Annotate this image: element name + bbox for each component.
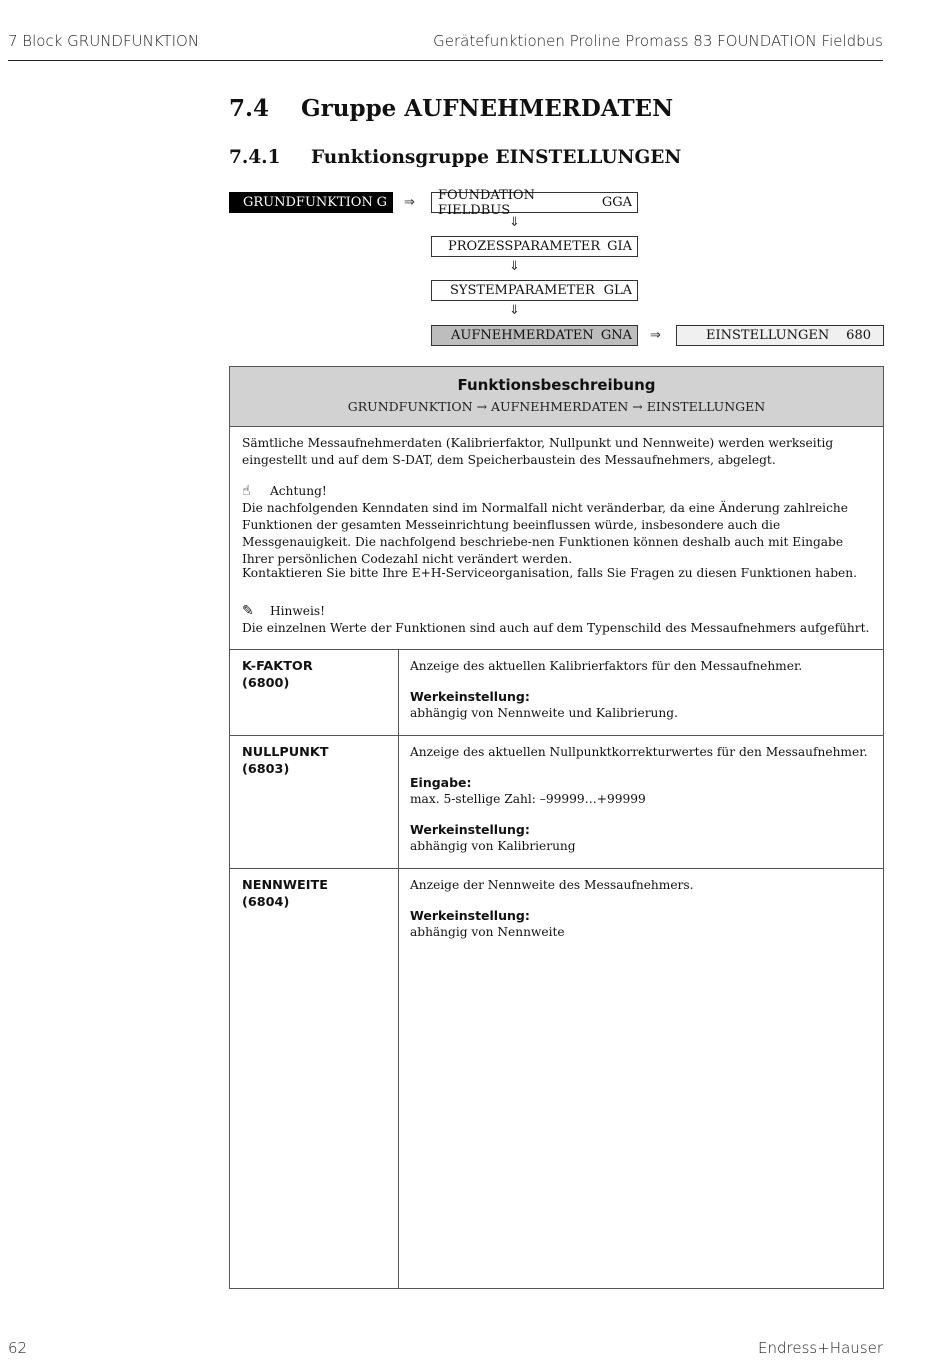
function-table xyxy=(229,366,884,1289)
diagram-step-label: FOUNDATION FIELDBUS xyxy=(438,187,535,218)
pencil-icon: ✎ xyxy=(242,603,254,619)
function-name xyxy=(242,744,329,778)
row-divider xyxy=(230,735,883,736)
column-divider xyxy=(398,649,399,1288)
function-desc-text: Anzeige des aktuellen Kalibrierfaktors für den Messaufnehmer. xyxy=(410,659,803,673)
warning-label: Achtung! xyxy=(270,484,327,498)
function-name-label: NULLPUNKT xyxy=(242,745,329,760)
diagram-target-code: 680 xyxy=(846,328,871,343)
section-number: 7.4 xyxy=(229,95,270,122)
function-description xyxy=(410,877,870,941)
function-name xyxy=(242,658,313,692)
note-block xyxy=(242,603,872,637)
function-code: (6804) xyxy=(242,895,290,910)
row-divider xyxy=(230,868,883,869)
table-header xyxy=(230,367,883,427)
default-value: abhängig von Nennweite xyxy=(410,925,565,939)
default-label: Werkeinstellung: xyxy=(410,822,530,837)
running-header-left: 7 Block GRUNDFUNKTION xyxy=(8,32,200,50)
function-name-label: K-FAKTOR xyxy=(242,659,313,674)
diagram-step-box xyxy=(431,236,638,257)
arrow-down-icon: ⇓ xyxy=(509,303,520,318)
function-name-label: NENNWEITE xyxy=(242,878,328,893)
arrow-right-icon: ⇒ xyxy=(404,195,415,210)
diagram-root-label: GRUNDFUNKTION xyxy=(243,195,373,210)
brand-name: Endress+Hauser xyxy=(758,1339,883,1357)
warning-text: Die nachfolgenden Kenndaten sind im Normalfall nicht veränderbar, da eine Änderung zahlreiche Funktionen der gesamten Messeinrichtung beeinflussen würde, insbesondere auch die Messgenauigkeit. Die nachfolgend beschriebe-nen Funktionen können deshalb auch mit Eingabe Ihrer persönlichen Codezahl nicht verändert werden. xyxy=(242,501,848,566)
subsection-number: 7.4.1 xyxy=(229,147,281,168)
function-description xyxy=(410,658,870,722)
diagram-step-code: GIA xyxy=(607,239,632,254)
default-value: abhängig von Nennweite und Kalibrierung. xyxy=(410,706,678,720)
diagram-target-label: EINSTELLUNGEN xyxy=(706,328,830,343)
hand-icon: ☝ xyxy=(242,483,251,499)
diagram-root-box xyxy=(229,192,393,213)
diagram-step-box-active xyxy=(431,325,638,346)
function-code: (6803) xyxy=(242,762,290,777)
default-value: abhängig von Kalibrierung xyxy=(410,839,576,853)
header-rule xyxy=(8,60,883,61)
contact-text: Kontaktieren Sie bitte Ihre E+H-Serviceorganisation, falls Sie Fragen zu diesen Funktionen haben. xyxy=(242,566,857,580)
warning-block xyxy=(242,483,872,568)
arrow-down-icon: ⇓ xyxy=(509,259,520,274)
page-number: 62 xyxy=(8,1339,28,1357)
diagram-step-code: GNA xyxy=(600,328,632,343)
default-label: Werkeinstellung: xyxy=(410,908,530,923)
section-heading xyxy=(229,95,673,122)
function-desc-text: Anzeige des aktuellen Nullpunktkorrekturwertes für den Messaufnehmer. xyxy=(410,745,868,759)
function-desc-text: Anzeige der Nennweite des Messaufnehmers. xyxy=(410,878,694,892)
diagram-root-code: G xyxy=(376,195,387,210)
table-path: GRUNDFUNKTION → AUFNEHMERDATEN → EINSTELLUNGEN xyxy=(347,399,766,414)
input-label: Eingabe: xyxy=(410,775,472,790)
diagram-step-code: GGA xyxy=(601,195,632,210)
table-title: Funktionsbeschreibung xyxy=(457,376,656,394)
row-divider xyxy=(230,649,883,650)
intro-text: Sämtliche Messaufnehmerdaten (Kalibrierfaktor, Nullpunkt und Nennweite) werden werkseitig eingestellt und auf dem S-DAT, dem Speicherbaustein des Messaufnehmers, abgelegt. xyxy=(242,436,834,467)
subsection-title: Funktionsgruppe EINSTELLUNGEN xyxy=(311,147,682,168)
diagram-step-code: GLA xyxy=(603,283,632,298)
diagram-target-box xyxy=(676,325,884,346)
diagram-step-label: PROZESSPARAMETER xyxy=(448,239,601,254)
function-name xyxy=(242,877,328,911)
arrow-right-icon: ⇒ xyxy=(650,328,661,343)
diagram-step-box xyxy=(431,187,638,218)
note-text: Die einzelnen Werte der Funktionen sind auch auf dem Typenschild des Messaufnehmers aufgeführt. xyxy=(242,621,870,635)
default-label: Werkeinstellung: xyxy=(410,689,530,704)
diagram-step-box xyxy=(431,280,638,301)
arrow-down-icon: ⇓ xyxy=(509,215,520,230)
input-value: max. 5-stellige Zahl: –99999…+99999 xyxy=(410,792,646,806)
running-header-right: Gerätefunktionen Proline Promass 83 FOUNDATION Fieldbus xyxy=(433,32,883,50)
diagram-step-label: SYSTEMPARAMETER xyxy=(450,283,595,298)
subsection-heading xyxy=(229,147,681,168)
note-label: Hinweis! xyxy=(270,604,326,618)
diagram-step-label: AUFNEHMERDATEN xyxy=(451,328,594,343)
function-code: (6800) xyxy=(242,676,290,691)
function-description xyxy=(410,744,870,855)
section-title: Gruppe AUFNEHMERDATEN xyxy=(301,95,674,122)
